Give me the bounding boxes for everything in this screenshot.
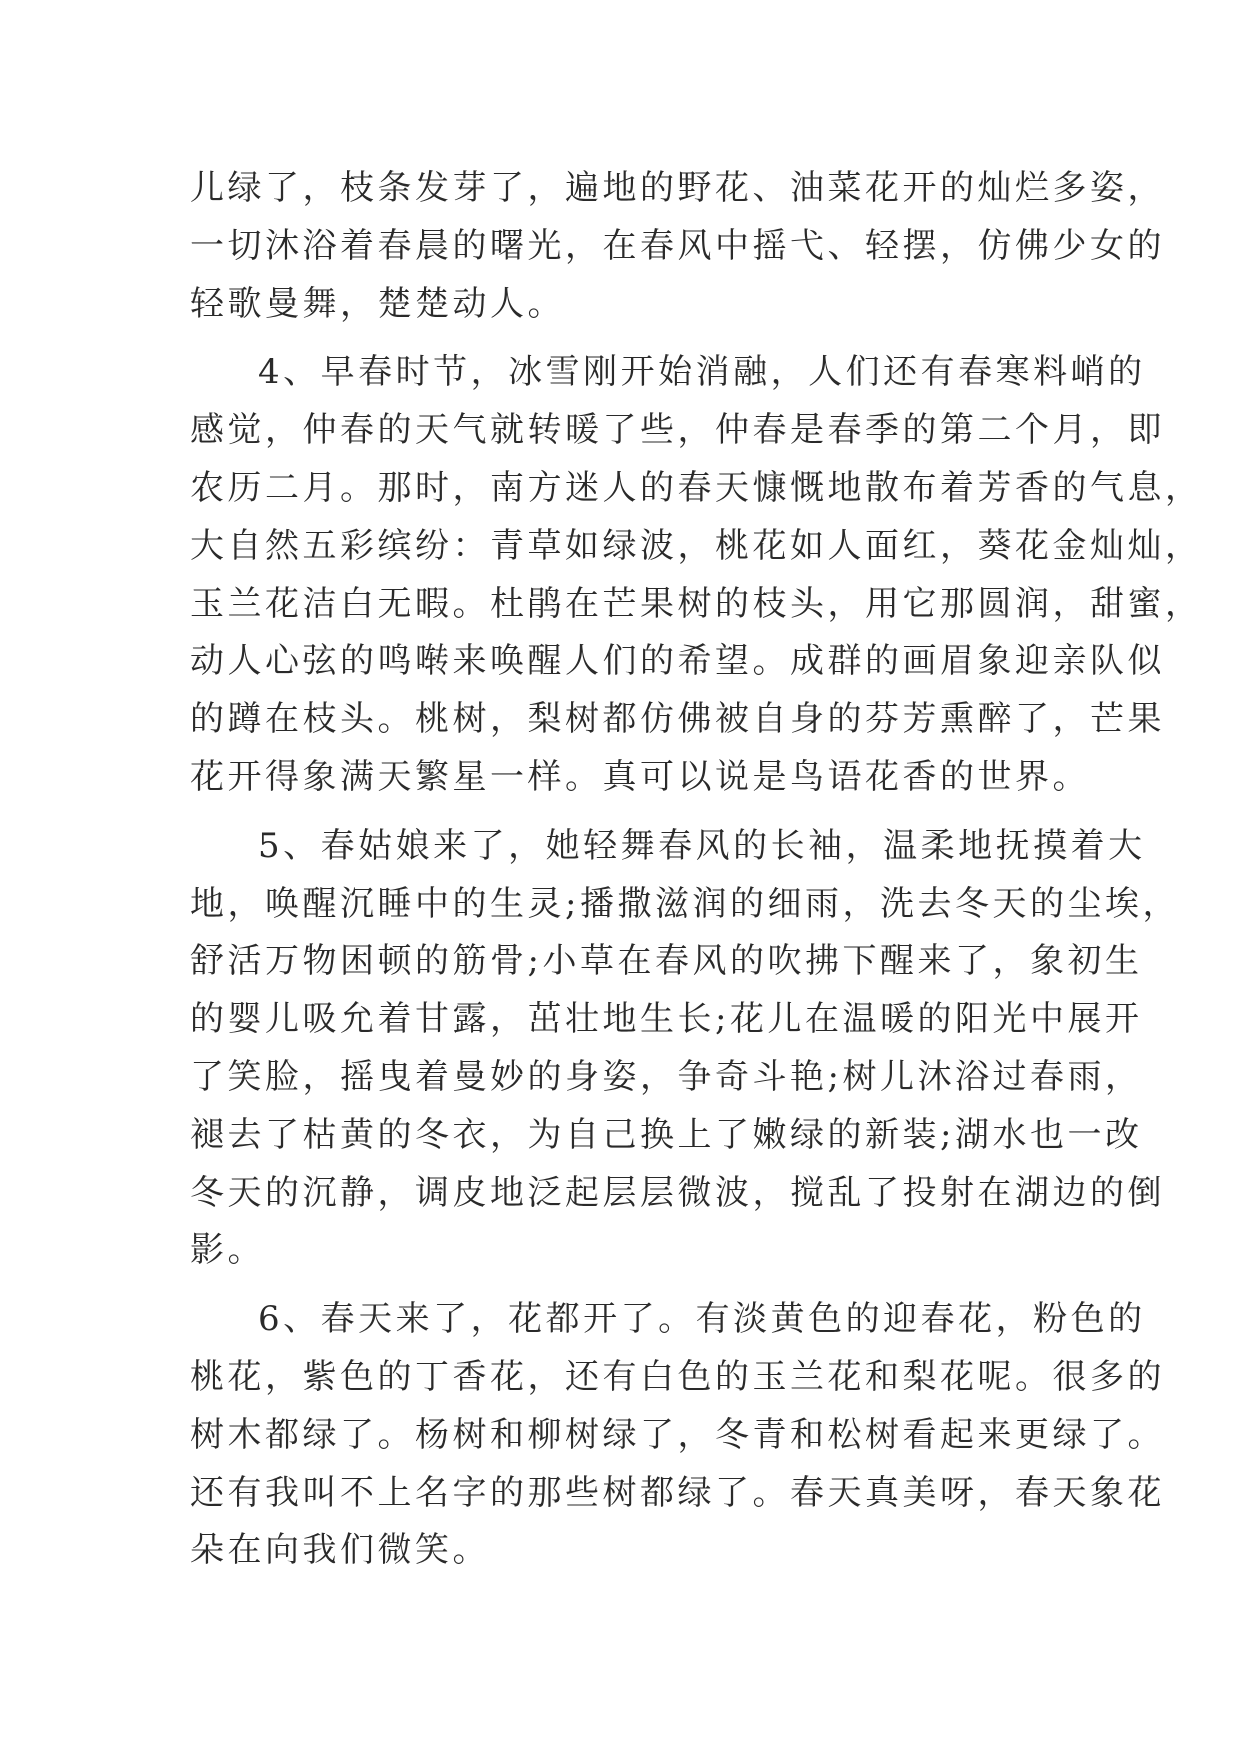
paragraph-3-continued — [190, 160, 1165, 333]
text-line: 的蹲在枝头。桃树，梨树都仿佛被自身的芬芳熏醉了，芒果 — [190, 699, 1165, 740]
text-line: 褪去了枯黄的冬衣，为自己换上了嫩绿的新装;湖水也一改 — [190, 1114, 1143, 1155]
text-line: 的婴儿吸允着甘露，茁壮地生长;花儿在温暖的阳光中展开 — [190, 999, 1143, 1040]
document-body — [190, 160, 1203, 1580]
text-line: 轻歌曼舞，楚楚动人。 — [190, 283, 565, 324]
text-line: 玉兰花洁白无暇。杜鹃在芒果树的枝头，用它那圆润，甜蜜， — [190, 583, 1203, 624]
paragraph-5 — [190, 818, 1180, 1280]
text-line: 舒活万物困顿的筋骨;小草在春风的吹拂下醒来了，象初生 — [190, 941, 1143, 982]
text-line: 儿绿了，枝条发芽了，遍地的野花、油菜花开的灿烂多姿， — [190, 168, 1165, 208]
text-line: 花开得象满天繁星一样。真可以说是鸟语花香的世界。 — [190, 756, 1090, 797]
text-line: 影。 — [190, 1230, 265, 1271]
text-line: 4、早春时节，冰雪刚开始消融，人们还有春寒料峭的 — [258, 352, 1146, 393]
text-line: 了笑脸，摇曳着曼妙的身姿，争奇斗艳;树儿沐浴过春雨， — [190, 1056, 1143, 1097]
text-line: 5、春姑娘来了，她轻舞春风的长袖，温柔地抚摸着大 — [258, 825, 1146, 866]
text-line: 地，唤醒沉睡中的生灵;播撒滋润的细雨，洗去冬天的尘埃， — [190, 883, 1180, 924]
text-line: 动人心弦的鸣啭来唤醒人们的希望。成群的画眉象迎亲队似 — [190, 641, 1165, 682]
text-line: 大自然五彩缤纷：青草如绿波，桃花如人面红，葵花金灿灿， — [190, 525, 1203, 566]
text-line: 6、春天来了，花都开了。有淡黄色的迎春花，粉色的 — [258, 1299, 1146, 1340]
text-line: 桃花，紫色的丁香花，还有白色的玉兰花和梨花呢。很多的 — [190, 1356, 1165, 1397]
paragraph-6 — [190, 1291, 1165, 1580]
text-line: 还有我叫不上名字的那些树都绿了。春天真美呀，春天象花 — [190, 1472, 1165, 1513]
text-line: 一切沐浴着春晨的曙光，在春风中摇弋、轻摆，仿佛少女的 — [190, 225, 1165, 266]
text-line: 朵在向我们微笑。 — [190, 1530, 490, 1571]
text-line: 感觉，仲春的天气就转暖了些，仲春是春季的第二个月，即 — [190, 410, 1165, 451]
text-line: 树木都绿了。杨树和柳树绿了，冬青和松树看起来更绿了。 — [190, 1414, 1165, 1455]
paragraph-4 — [190, 344, 1203, 806]
text-line: 冬天的沉静，调皮地泛起层层微波，搅乱了投射在湖边的倒 — [190, 1172, 1165, 1213]
text-line: 农历二月。那时，南方迷人的春天慷慨地散布着芳香的气息， — [190, 467, 1203, 508]
